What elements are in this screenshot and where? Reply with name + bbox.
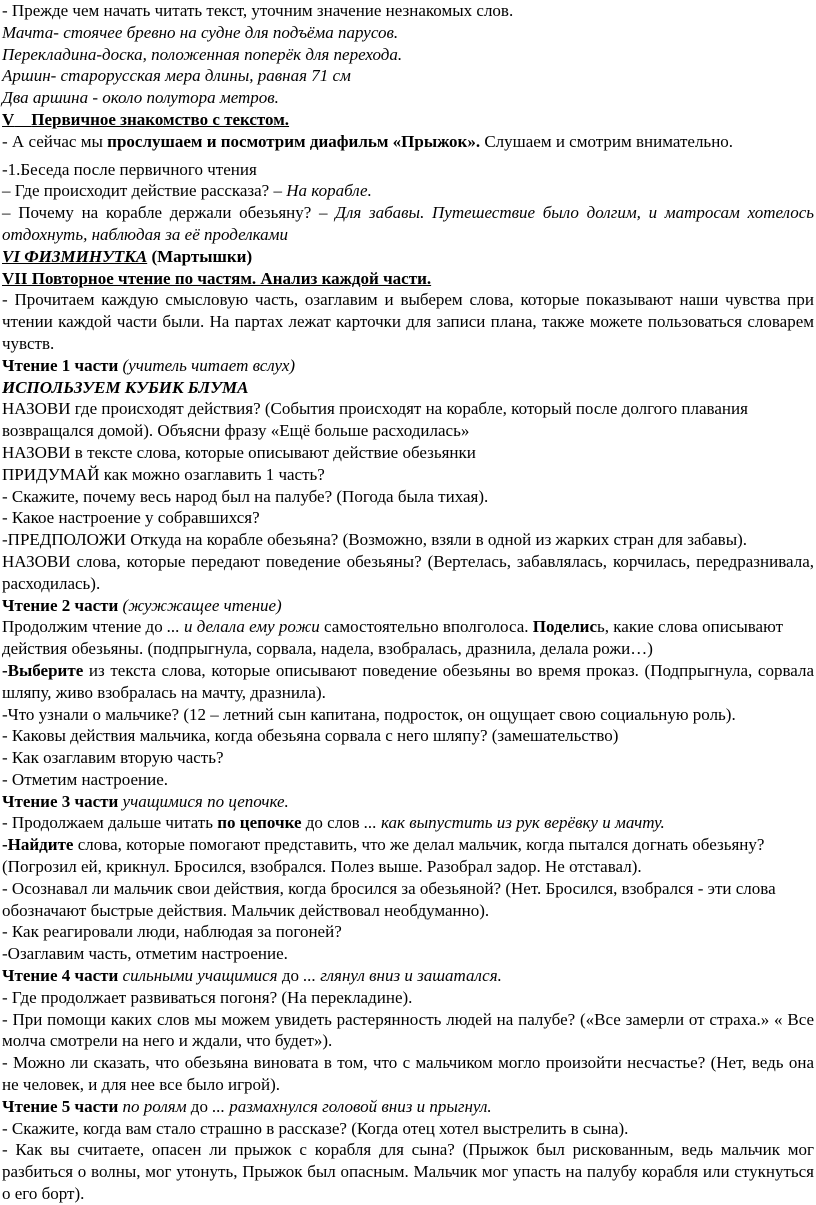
part-1-q-name-where: НАЗОВИ где происходят действия? (События происходят на корабле, который после долгого плавания возвращался домой). Объясни фразу «Ещё больше расходилась»	[2, 399, 748, 441]
vocab-arshin: Аршин- старорусская мера длины, равная 71 см	[2, 66, 351, 86]
part-5-q-danger: - Как вы считаете, опасен ли прыжок с корабля для сына? (Прыжок был рискованным, ведь мальчик мог разбиться о волны, мог утонуть, Прыжок был опасным. Мальчик мог упасть на палубу корабля или стукнуться о его борт).	[2, 1140, 814, 1204]
bloom-cube-heading: ИСПОЛЬЗУЕМ КУБИК БЛУМА	[2, 377, 249, 397]
question-why-monkey: – Почему на корабле держали обезьяну? – Для забавы. Путешествие было долгим, и матросам хотелось отдохнуть, наблюдая за её проделками	[2, 203, 814, 244]
section-vi-heading	[2, 246, 814, 268]
part-2-q-boy-actions: - Каковы действия мальчика, когда обезьяна сорвала с него шляпу? (замешательство)	[2, 726, 619, 746]
part-2-heading: Чтение 2 части (жужжащее чтение)	[2, 595, 282, 615]
answer-where: На корабле.	[286, 181, 372, 201]
part-2-choose-words: -Выберите из текста слова, которые описывают поведение обезьяны во время проказ. (Подпрыгнула, сорвала шляпу, живо взобралась на мачту, дразнила).	[2, 660, 814, 702]
reading-parts-intro: - Прочитаем каждую смысловую часть, озаглавим и выберем слова, которые показывают наши чувства при чтении каждой части были. На партах лежат карточки для записи плана, также можете пользоваться словарем чувств.	[2, 290, 814, 353]
part-3-q-aware: - Осознавал ли мальчик свои действия, когда бросился за обезьяной? (Нет. Бросился, взобрался - эти слова обозначают быстрые действия. Мальчик действовал необдуманно).	[2, 878, 776, 920]
part-4-q-guilt: - Можно ли сказать, что обезьяна виновата в том, что с мальчиком могло произойти несчастье? (Нет, ведь она не человек, и для нее все было игрой).	[2, 1053, 814, 1095]
part-1-q-deck: - Скажите, почему весь народ был на палубе? (Погода была тихая).	[2, 486, 489, 506]
part-2-q-title: - Как озаглавим вторую часть?	[2, 748, 224, 768]
conversation-heading: -1.Беседа после первичного чтения	[2, 159, 257, 179]
part-3-heading: Чтение 3 части учащимися по цепочке.	[2, 791, 289, 811]
section-v-title: Первичное знакомство с текстом.	[31, 109, 290, 129]
filmstrip-line: - А сейчас мы прослушаем и посмотрим диафильм «Прыжок». Слушаем и смотрим внимательно.	[2, 131, 734, 151]
part-3-q-people: - Как реагировали люди, наблюдая за погоней?	[2, 922, 342, 942]
vocab-mast: Мачта- стоячее бревно на судне для подъёма парусов.	[2, 22, 399, 42]
part-5-heading: Чтение 5 части по ролям до ... размахнулся головой вниз и прыгнул.	[2, 1096, 492, 1116]
part-1-q-mood: - Какое настроение у собравшихся?	[2, 508, 260, 528]
filmstrip-title: прослушаем и посмотрим диафильм «Прыжок».	[107, 131, 481, 151]
question-where: – Где происходит действие рассказа? – На корабле.	[2, 181, 372, 201]
part-2-instruction: Продолжим чтение до ... и делала ему рожи самостоятельно вполголоса. Поделись, какие слова описывают действия обезьяны. (подпрыгнула, сорвала, надела, взобралась, дразнила, делала рожи…)	[2, 617, 784, 659]
section-v-heading	[2, 109, 814, 131]
section-v-number: V	[2, 109, 15, 129]
part-3-q-title: -Озаглавим часть, отметим настроение.	[2, 944, 288, 964]
part-1-q-title: ПРИДУМАЙ как можно озаглавить 1 часть?	[2, 464, 325, 484]
fizminutka-label: VI ФИЗМИНУТКА	[2, 246, 148, 266]
vocab-crossbar: Перекладина-доска, положенная поперёк для перехода.	[2, 44, 403, 64]
part-4-heading: Чтение 4 части сильными учащимися до ... глянул вниз и зашатался.	[2, 966, 502, 986]
part-2-q-mood: - Отметим настроение.	[2, 769, 169, 789]
part-2-q-boy: -Что узнали о мальчике? (12 – летний сын капитана, подросток, он ощущает свою социальную роль).	[2, 704, 736, 724]
part-1-q-behavior: НАЗОВИ слова, которые передают поведение обезьяны? (Вертелась, забавлялась, корчилась, передразнивала, расходилась).	[2, 551, 814, 593]
answer-why-monkey: Для забавы. Путешествие было долгим, и матросам хотелось отдохнуть, наблюдая за её проделками	[2, 203, 814, 244]
section-vii-heading: VII Повторное чтение по частям. Анализ каждой части.	[2, 268, 432, 288]
part-1-q-name-words: НАЗОВИ в тексте слова, которые описывают действие обезьянки	[2, 442, 476, 462]
part-4-q-chase: - Где продолжает развиваться погоня? (На перекладине).	[2, 987, 413, 1007]
part-5-q-scary: - Скажите, когда вам стало страшно в рассказе? (Когда отец хотел выстрелить в сына).	[2, 1118, 629, 1138]
intro-line: - Прежде чем начать читать текст, уточним значение незнакомых слов.	[2, 1, 514, 20]
part-1-q-suppose: -ПРЕДПОЛОЖИ Откуда на корабле обезьяна? (Возможно, взяли в одной из жарких стран для забавы).	[2, 530, 748, 550]
part-3-instruction: - Продолжаем дальше читать по цепочке до слов ... как выпустить из рук верёвку и мачту.	[2, 813, 665, 833]
part-4-q-confusion: - При помощи каких слов мы можем увидеть растерянность людей на палубе? («Все замерли от страха.» « Все молча смотрели на него и ждали, что будет»).	[2, 1009, 814, 1051]
fizminutka-name: (Мартышки)	[147, 246, 253, 266]
part-3-find-words: -Найдите слова, которые помогают представить, что же делал мальчик, когда пытался догнать обезьяну? (Погрозил ей, крикнул. Бросился, взобрался. Полез выше. Разобрал задор. Не отставал).	[2, 835, 765, 877]
vocab-two-arshin: Два аршина - около полутора метров.	[2, 88, 279, 108]
part-1-heading: Чтение 1 части (учитель читает вслух)	[2, 355, 296, 375]
